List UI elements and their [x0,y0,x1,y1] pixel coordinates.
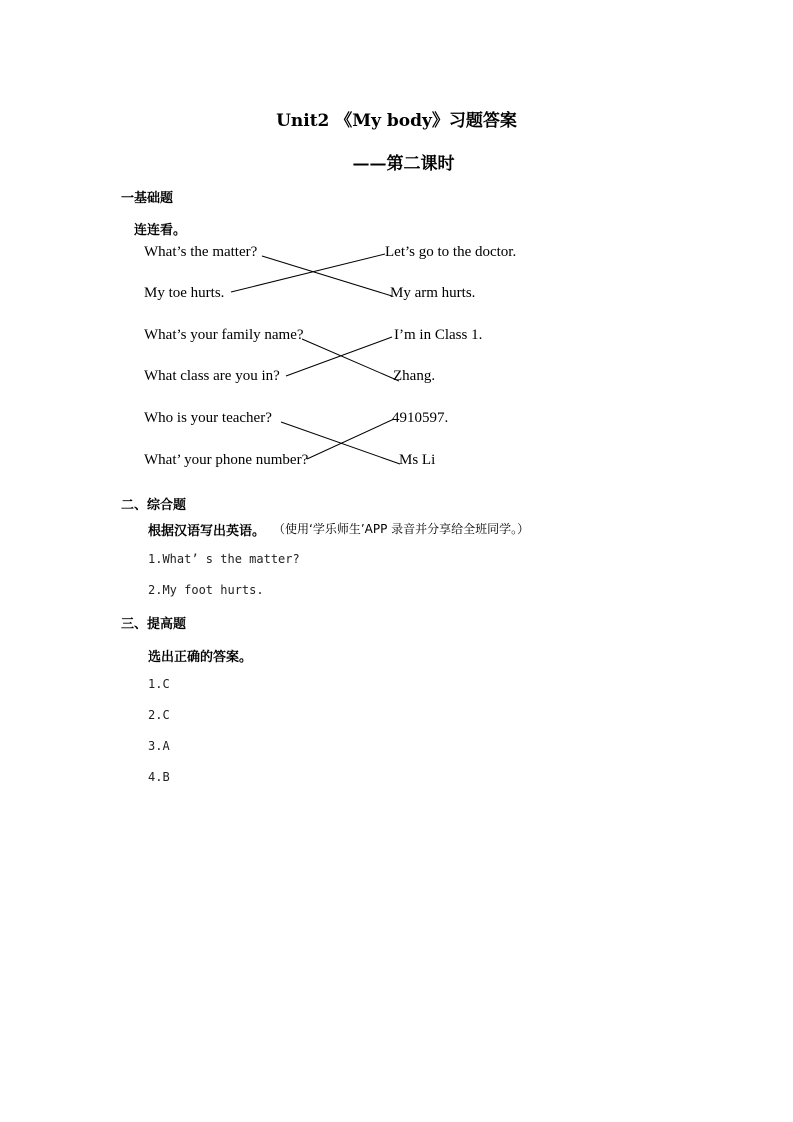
match-line [281,422,400,464]
right-item: I’m in Class 1. [394,327,483,343]
right-item: Ms Li [399,452,436,468]
answer-item: 2.My foot hurts. [148,583,264,597]
left-item: What’ your phone number? [144,452,309,468]
page-title: Unit2 《My body》习题答案 [276,111,517,131]
answer-item: 1.What’ s the matter? [148,552,300,566]
right-item: My arm hurts. [390,285,476,301]
right-item: Zhang. [393,368,436,384]
left-item: What class are you in? [144,368,280,384]
section3-heading: 三、提高题 [121,617,187,632]
match-line [307,419,394,459]
section1-heading: 一基础题 [121,191,174,206]
match-line [286,337,392,376]
match-line [302,339,399,381]
answer-item: 2.C [148,708,170,722]
section1-instruction: 连连看。 [134,223,187,238]
answer-item: 1.C [148,677,170,691]
match-line [262,256,392,296]
section2-instruction: 根据汉语写出英语。 [148,524,266,539]
left-item: What’s the matter? [144,244,258,260]
section3-instruction: 选出正确的答案。 [148,650,253,665]
section2-note: （使用‘学乐师生’APP 录音并分享给全班同学。） [273,522,530,536]
left-item: My toe hurts. [144,285,225,301]
answer-item: 4.B [148,770,170,784]
right-item: 4910597. [392,410,449,426]
page-subtitle: ——第二课时 [352,154,455,174]
section2-heading: 二、综合题 [121,498,187,513]
left-item: Who is your teacher? [144,410,272,426]
answer-item: 3.A [148,739,170,753]
right-item: Let’s go to the doctor. [385,244,517,260]
left-item: What’s your family name? [144,327,304,343]
